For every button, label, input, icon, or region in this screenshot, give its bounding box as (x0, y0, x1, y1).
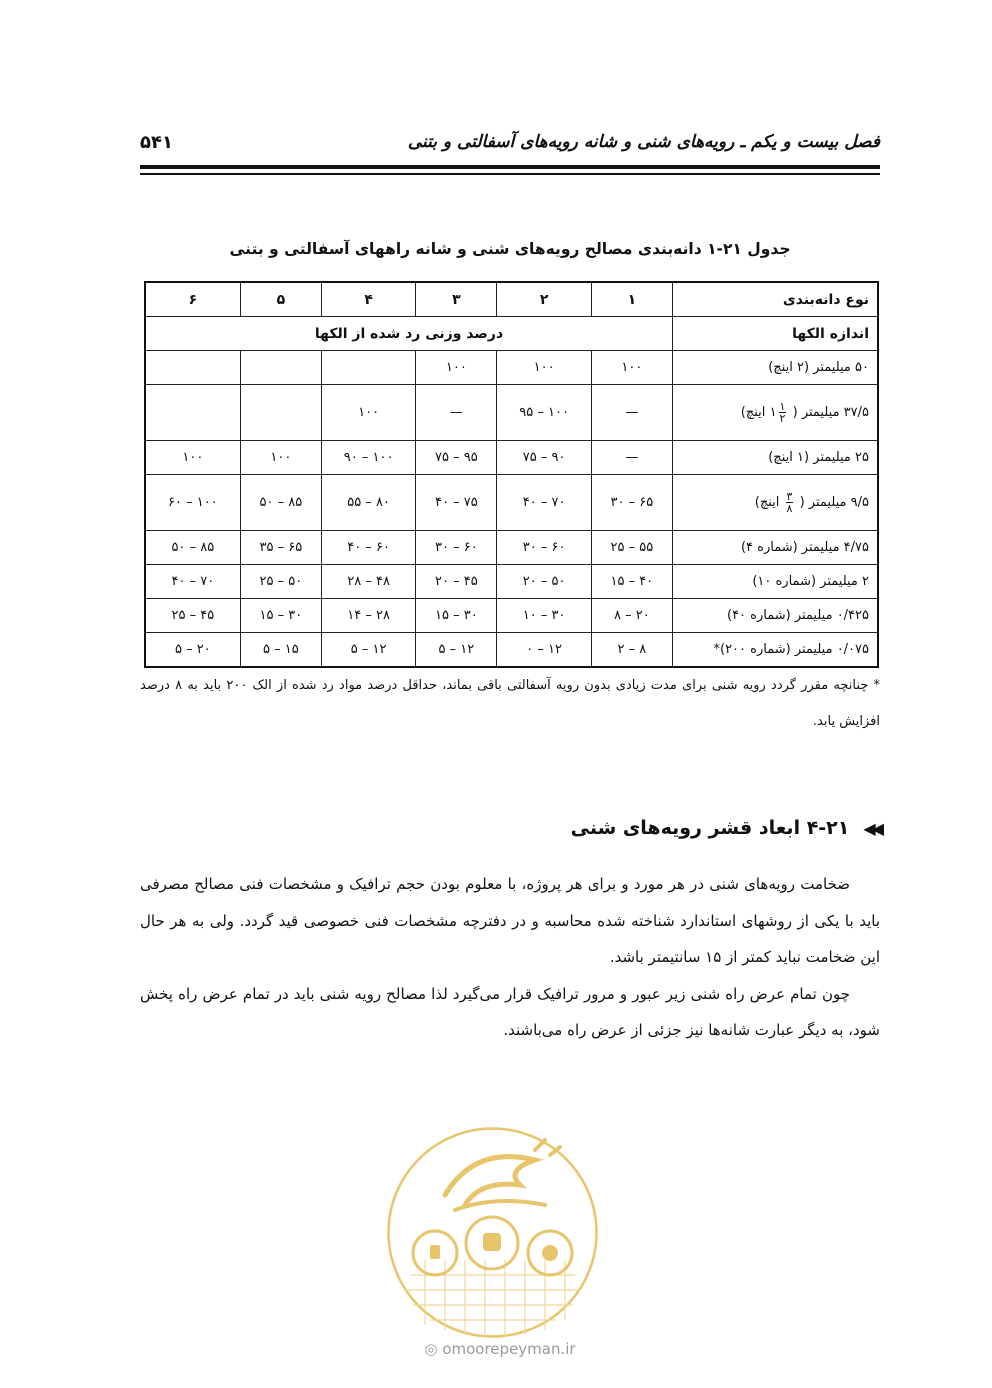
sieve-label: ۳۷/۵ میلیمتر ( (792, 405, 869, 420)
value-cell: ۷۰ – ۴۰ (497, 475, 591, 531)
value-cell: ۲۰ – ۸ (591, 599, 672, 633)
column-header: ۲ (497, 282, 591, 317)
column-header: ۵ (240, 282, 321, 317)
paragraph: ضخامت رویه‌های شنی در هر مورد و برای هر پروژه، با معلوم بودن حجم ترافیک و مشخصات فنی مصالح مصرفی باید با یکی از روشهای استاندارد شناخته شده محاسبه و در دفترچه مشخصات فنی خصوصی قید گردد. ولی به هر حال این ضخامت نباید کمتر از ۱۵ سانتیمتر باشد. (140, 875, 880, 966)
sieve-cell: ۰/۰۷۵ میلیمتر (شماره ۲۰۰)* (673, 633, 879, 668)
percent-passing-header: درصد وزنی رد شده از الکها (145, 317, 673, 351)
value-cell: ۴۵ – ۲۰ (416, 565, 497, 599)
section-heading (571, 817, 880, 839)
sieve-cell: ۴/۷۵ میلیمتر (شماره ۴) (673, 531, 879, 565)
value-cell: ۱۰۰ (240, 441, 321, 475)
table-row (145, 599, 878, 633)
sieve-size-header: اندازه الکها (673, 317, 879, 351)
globe-icon: ◎ (424, 1340, 438, 1358)
sieve-label-suffix: اینچ) (754, 495, 780, 510)
value-cell: ۱۰۰ – ۶۰ (145, 475, 240, 531)
sieve-cell (673, 475, 879, 531)
value-cell (240, 351, 321, 385)
value-cell (145, 385, 240, 441)
value-cell: ۱۰۰ (591, 351, 672, 385)
value-cell: ۴۰ – ۱۵ (591, 565, 672, 599)
column-header: ۱ (591, 282, 672, 317)
value-cell: ۲۸ – ۱۴ (321, 599, 415, 633)
value-cell: ۱۰۰ (145, 441, 240, 475)
watermark-url (410, 1340, 590, 1358)
value-cell: ۵۰ – ۲۵ (240, 565, 321, 599)
value-cell: ۶۰ – ۴۰ (321, 531, 415, 565)
fraction-whole: ۱ (769, 405, 777, 420)
sieve-label: ۹/۵ میلیمتر ( (799, 495, 869, 510)
gradation-table (144, 281, 879, 668)
watermark-logo-icon (385, 1125, 600, 1340)
page-number: ۵۴۱ (140, 132, 173, 153)
fraction-denominator: ۲ (779, 412, 786, 425)
value-cell: ۵۰ – ۲۰ (497, 565, 591, 599)
fraction-denominator: ۸ (786, 502, 793, 515)
fraction (786, 491, 794, 514)
value-cell: ۶۵ – ۳۵ (240, 531, 321, 565)
sieve-cell (673, 385, 879, 441)
value-cell: ۸ – ۲ (591, 633, 672, 668)
fraction-numerator: ۱ (779, 400, 786, 413)
value-cell (240, 385, 321, 441)
value-cell: ۸۵ – ۵۰ (145, 531, 240, 565)
table-row (145, 565, 878, 599)
body-text (140, 866, 880, 1049)
value-cell: ۵۵ – ۲۵ (591, 531, 672, 565)
table-footnote: * چنانچه مقرر گردد رویه شنی برای مدت زیادی بدون رویه آسفالتی باقی بماند، حداقل درصد مواد رد شده از الک ۲۰۰ باید به ۸ درصد افزایش یابد. (140, 678, 880, 729)
sieve-cell: ۲ میلیمتر (شماره ۱۰) (673, 565, 879, 599)
sieve-cell: ۲۵ میلیمتر (۱ اینچ) (673, 441, 879, 475)
header-rule-thick (140, 165, 880, 169)
header-rule-thin (140, 173, 880, 175)
value-cell: ۷۰ – ۴۰ (145, 565, 240, 599)
value-cell: ۱۰۰ (497, 351, 591, 385)
value-cell: ۱۰۰ – ۹۰ (321, 441, 415, 475)
sieve-cell: ۰/۴۲۵ میلیمتر (شماره ۴۰) (673, 599, 879, 633)
value-cell: ۳۰ – ۱۵ (240, 599, 321, 633)
watermark-url-text: omoorepeyman.ir (442, 1340, 576, 1358)
value-cell (321, 351, 415, 385)
section-title: ۴-۲۱ ابعاد قشر رویه‌های شنی (570, 817, 850, 839)
value-cell: ۳۰ – ۱۵ (416, 599, 497, 633)
value-cell: ۱۰۰ (416, 351, 497, 385)
value-cell: — (416, 385, 497, 441)
value-cell: ۷۵ – ۴۰ (416, 475, 497, 531)
column-header: ۴ (321, 282, 415, 317)
table-row (145, 351, 878, 385)
value-cell: ۱۰۰ (321, 385, 415, 441)
value-cell: ۸۵ – ۵۰ (240, 475, 321, 531)
fraction-numerator: ۳ (786, 490, 793, 503)
value-cell: ۴۵ – ۲۵ (145, 599, 240, 633)
value-cell: ۱۲ – ۰ (497, 633, 591, 668)
table-caption: جدول ۲۱-۱ دانه‌بندی مصالح رویه‌های شنی و شانه راههای آسفالتی و بتنی (229, 240, 791, 258)
table-row (145, 441, 878, 475)
paragraph: چون تمام عرض راه شنی زیر عبور و مرور ترافیک قرار می‌گیرد لذا مصالح رویه شنی باید در تمام عرض راه پخش شود، به دیگر عبارت شانه‌ها نیز جزئی از عرض راه می‌باشند. (140, 984, 880, 1039)
table-row (145, 475, 878, 531)
table-row (145, 531, 878, 565)
value-cell: ۶۰ – ۳۰ (416, 531, 497, 565)
value-cell (145, 351, 240, 385)
double-arrow-icon: ◀◀ (863, 818, 880, 838)
column-header: ۳ (416, 282, 497, 317)
fraction (779, 401, 787, 424)
sieve-label-suffix: اینچ) (740, 405, 766, 420)
value-cell: ۹۰ – ۷۵ (497, 441, 591, 475)
value-cell: — (591, 385, 672, 441)
value-cell: ۳۰ – ۱۰ (497, 599, 591, 633)
value-cell: ۱۰۰ – ۹۵ (497, 385, 591, 441)
table-row (145, 633, 878, 668)
column-header: ۶ (145, 282, 240, 317)
value-cell: — (591, 441, 672, 475)
page-header (140, 120, 880, 160)
table-row (145, 385, 878, 441)
value-cell: ۱۵ – ۵ (240, 633, 321, 668)
chapter-title: فصل بیست و یکم ـ رویه‌های شنی و شانه رویه‌های آسفالتی و بتنی (407, 132, 880, 152)
gradation-type-header: نوع دانه‌بندی (673, 282, 879, 317)
value-cell: ۶۰ – ۳۰ (497, 531, 591, 565)
value-cell: ۲۰ – ۵ (145, 633, 240, 668)
value-cell: ۶۵ – ۳۰ (591, 475, 672, 531)
table-header-row (145, 282, 878, 317)
value-cell: ۸۰ – ۵۵ (321, 475, 415, 531)
value-cell: ۱۲ – ۵ (321, 633, 415, 668)
sieve-cell: ۵۰ میلیمتر (۲ اینچ) (673, 351, 879, 385)
value-cell: ۴۸ – ۲۸ (321, 565, 415, 599)
table-subheader-row (145, 317, 878, 351)
value-cell: ۹۵ – ۷۵ (416, 441, 497, 475)
value-cell: ۱۲ – ۵ (416, 633, 497, 668)
